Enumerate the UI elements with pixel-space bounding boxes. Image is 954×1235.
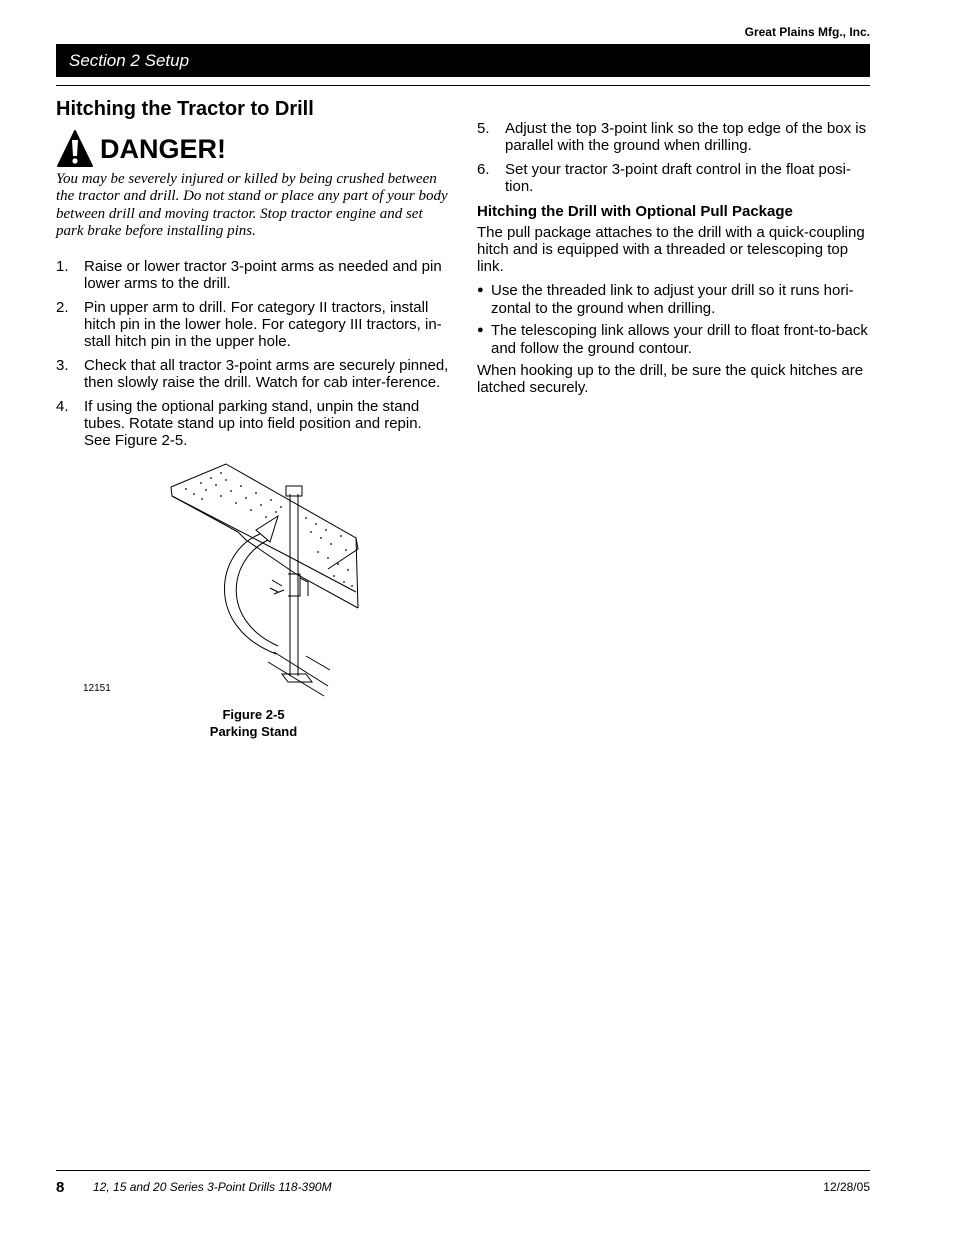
section-title: Section 2 Setup: [69, 51, 190, 70]
steps-list-right: [477, 120, 870, 195]
step-text: Check that all tractor 3-point arms are securely pinned, then slowly raise the drill. Watch for cab inter-ference.: [84, 357, 449, 392]
step-number: 1.: [56, 258, 69, 276]
step-text: Raise or lower tractor 3-point arms as needed and pin lower arms to the drill.: [84, 258, 442, 293]
figure-number: Figure 2-5: [222, 707, 285, 723]
page-title: Hitching the Tractor to Drill: [56, 98, 314, 120]
step-number: 5.: [477, 120, 490, 137]
list-item: [477, 120, 870, 154]
footer-rule: [56, 1170, 870, 1171]
list-item: [56, 258, 451, 292]
bullet-icon: ●: [477, 324, 484, 336]
list-item: [56, 398, 451, 449]
steps-list-left: [56, 258, 451, 449]
figure-id: 12151: [83, 683, 111, 695]
warning-triangle-icon: [56, 129, 94, 169]
left-column: [56, 96, 451, 740]
step-number: 2.: [56, 299, 69, 317]
bullet-text: Use the threaded link to adjust your drill so it runs hori-zontal to the ground when drilling.: [491, 282, 854, 317]
step-text: If using the optional parking stand, unpin the stand tubes. Rotate stand up into field position and repin. See Figure 2-5.: [84, 398, 422, 450]
danger-label: DANGER!: [100, 133, 226, 164]
step-text: Adjust the top 3-point link so the top edge of the box is parallel with the ground when drilling.: [505, 120, 867, 154]
pull-package-intro: The pull package attaches to the drill with a quick-coupling hitch and is equipped with a threaded or telescoping top link.: [477, 224, 865, 275]
danger-heading: [56, 127, 451, 171]
bullet-text: The telescoping link allows your drill to float front-to-back and follow the ground contour.: [491, 322, 868, 357]
step-text: Pin upper arm to drill. For category II tractors, install hitch pin in the lower hole. For category III tractors, in-stall hitch pin in the upper hole.: [84, 299, 442, 351]
step-text: Set your tractor 3-point draft control in the float posi-tion.: [505, 161, 852, 195]
list-item: [56, 357, 451, 391]
danger-text: You may be severely injured or killed by being crushed between the tractor and drill. Do not stand or place any part of your body between drill and moving tractor. Stop tractor engine and set park brake before installing pins.: [56, 171, 448, 239]
parking-stand-illustration: [56, 456, 451, 700]
company-name: Great Plains Mfg., Inc.: [744, 25, 870, 39]
section-header-bar: [56, 44, 870, 77]
figure-caption: [56, 706, 451, 740]
list-item: [477, 282, 870, 317]
page-number: 8: [56, 1179, 65, 1196]
pull-package-heading: Hitching the Drill with Optional Pull Package: [477, 203, 793, 220]
figure-title: Parking Stand: [209, 724, 298, 740]
parking-stand-figure: [56, 456, 451, 700]
document-title: 12, 15 and 20 Series 3-Point Drills 118-390M: [93, 1180, 332, 1194]
pull-package-closing: When hooking up to the drill, be sure the quick hitches are latched securely.: [477, 362, 864, 396]
step-number: 3.: [56, 357, 69, 375]
step-number: 4.: [56, 398, 69, 416]
list-item: [56, 299, 451, 350]
bullet-icon: ●: [477, 284, 484, 296]
document-date: 12/28/05: [823, 1180, 870, 1194]
pull-package-bullets: [477, 282, 870, 357]
list-item: [477, 322, 870, 357]
list-item: [477, 161, 870, 195]
right-column: [477, 120, 870, 403]
header-rule: [56, 85, 870, 86]
step-number: 6.: [477, 161, 490, 178]
